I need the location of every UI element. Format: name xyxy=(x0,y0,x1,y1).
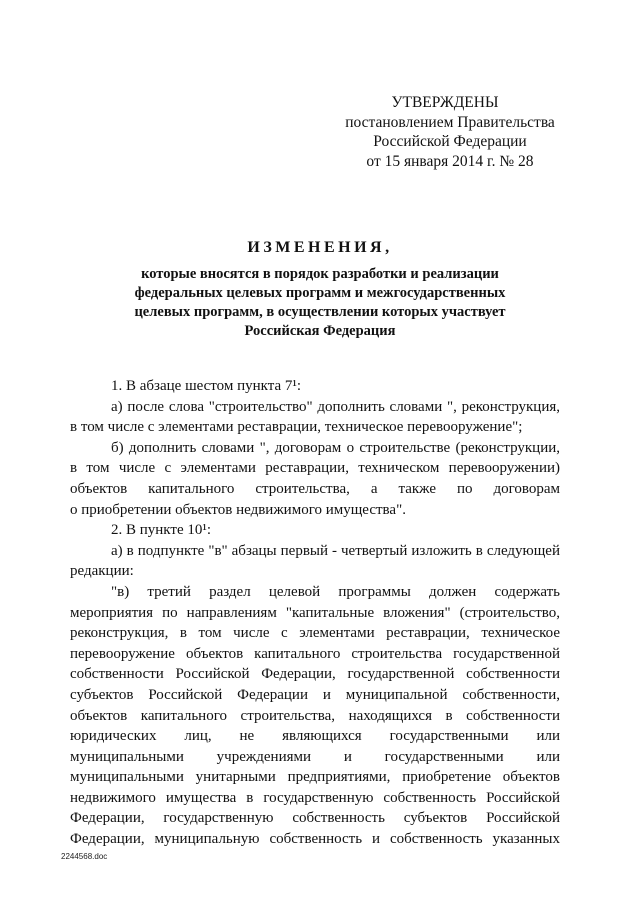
subtitle-line: Российская Федерация xyxy=(244,323,396,339)
body-line: в том числе с элементами реставрации, техническом перевооружении) xyxy=(70,460,560,477)
body-line: перевооружение объектов капитального строительства государственной xyxy=(70,645,560,662)
document-subtitle xyxy=(100,265,540,341)
body-line: субъектов Российской Федерации и муниципальной собственности, xyxy=(70,686,560,703)
subtitle-line: которые вносятся в порядок разработки и реализации xyxy=(141,266,499,282)
body-line: недвижимого имущества в государственную собственность Российской xyxy=(70,789,560,806)
body-line: юридических лиц, не являющихся государственными или xyxy=(70,728,560,745)
approval-line: Российской Федерации xyxy=(373,133,527,150)
body-line: 2. В пункте 10¹: xyxy=(111,522,212,539)
body-line: муниципальными унитарными предприятиями, приобретение объектов xyxy=(70,769,560,786)
subtitle-line: федеральных целевых программ и межгосударственных xyxy=(134,285,506,301)
body-line: в том числе с элементами реставрации, техническое перевооружение"; xyxy=(70,419,523,436)
approval-block xyxy=(330,93,560,171)
subtitle-line: целевых программ, в осуществлении которых участвует xyxy=(134,304,506,320)
body-line: б) дополнить словами ", договорам о строительстве (реконструкции, xyxy=(111,439,560,456)
body-line: муниципальными учреждениями и государственными или xyxy=(70,748,560,765)
body-line: о приобретении объектов недвижимого имущества". xyxy=(70,501,406,518)
document-title: ИЗМЕНЕНИЯ, xyxy=(247,239,393,256)
body-line: "в) третий раздел целевой программы должен содержать xyxy=(111,583,560,600)
approval-title: УТВЕРЖДЕНЫ xyxy=(391,94,499,111)
body-line: объектов капитального строительства, находящихся в собственности xyxy=(70,707,560,724)
body-line: а) в подпункте "в" абзацы первый - четвертый изложить в следующей xyxy=(111,542,560,559)
document-body xyxy=(70,376,560,850)
body-line: Федерации, муниципальную собственность и собственность указанных xyxy=(70,831,560,848)
approval-line: постановлением Правительства xyxy=(345,113,555,131)
body-line: Федерации, государственную собственность субъектов Российской xyxy=(70,810,560,827)
file-name-footer: 2244568.doc xyxy=(61,852,108,861)
body-line: собственности Российской Федерации, государственной собственности xyxy=(70,666,560,683)
body-line: а) после слова "строительство" дополнить словами ", реконструкция, xyxy=(111,398,560,415)
body-line: реконструкция, в том числе с элементами реставрации, техническое xyxy=(70,625,560,642)
approval-date-number: от 15 января 2014 г. № 28 xyxy=(366,152,534,170)
body-line: 1. В абзаце шестом пункта 7¹: xyxy=(111,378,302,394)
body-line: объектов капитального строительства, а также по договорам xyxy=(70,480,560,497)
body-line: редакции: xyxy=(70,563,134,580)
body-line: мероприятия по направлениям "капитальные вложения" (строительство, xyxy=(70,604,560,621)
